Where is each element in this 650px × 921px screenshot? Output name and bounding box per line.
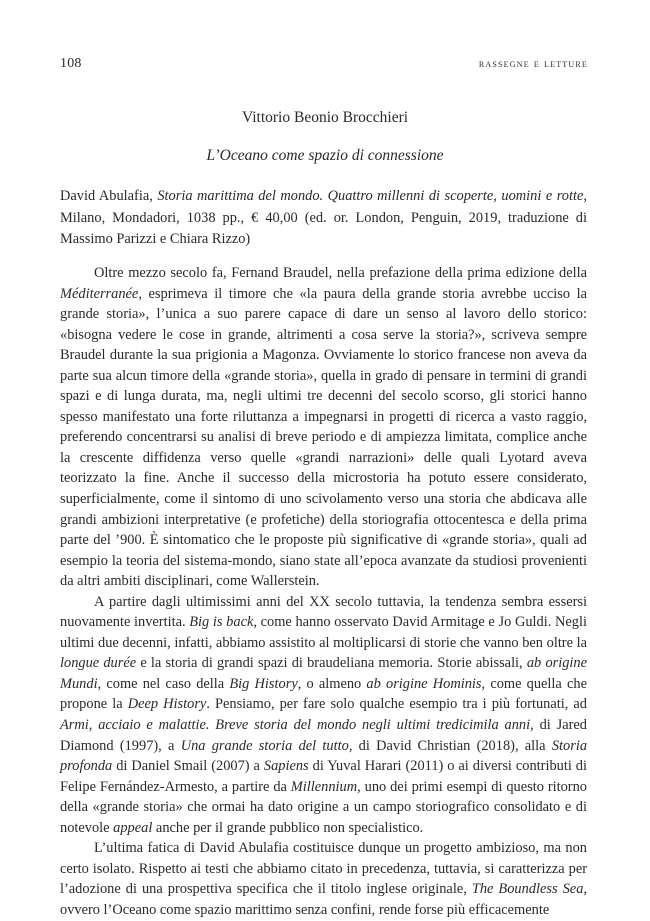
text: e la storia di grandi spazi di braudeliana memoria. Storie abissali, bbox=[136, 655, 527, 672]
text: di Daniel Smail (2007) a bbox=[112, 758, 264, 775]
italic-text: Armi, acciaio e malattie. Breve storia del mondo negli ultimi tredicimila anni, bbox=[60, 717, 534, 734]
italic-text: ab origine Mundi bbox=[60, 655, 588, 692]
text: uno dei primi esempi di questo ritorno della «grande storia» che ormai ha dato origine a un campo storiografico consolidato e di notevole bbox=[60, 778, 587, 836]
paragraph-2 bbox=[60, 592, 587, 839]
italic-text: Una grande storia del tutto, bbox=[180, 737, 353, 754]
reference-book-title: Storia marittima del mondo. Quattro millenni di scoperte, uomini e rotte bbox=[157, 188, 584, 204]
running-head: rassegne e letture bbox=[478, 58, 588, 70]
text: , come hanno osservato David Armitage e Jo Guldi. Negli ultimi due decenni, infatti, abbiamo assistito al moltiplicarsi di storie che vanno ben oltre la bbox=[60, 614, 587, 651]
italic-text: Big History bbox=[229, 675, 298, 692]
text: , come nel caso della bbox=[97, 675, 230, 692]
italic-text: ab origine Hominis bbox=[366, 675, 482, 692]
article-body bbox=[60, 263, 587, 921]
italic-text: Méditerranée bbox=[60, 285, 139, 302]
reference-text: David Abulafia, bbox=[60, 188, 158, 204]
article-title: L’Oceano come spazio di connessione bbox=[206, 147, 444, 164]
italic-text: Millennium, bbox=[290, 778, 361, 795]
text: Oltre mezzo secolo fa, Fernand Braudel, nella prefazione della prima edizione della bbox=[94, 265, 587, 281]
text: . Pensiamo, per fare solo qualche esempio tra i più fortunati, ad bbox=[206, 696, 587, 713]
italic-text: Deep History bbox=[127, 696, 207, 713]
text: , esprimeva il timore che «la paura della grande storia avrebbe ucciso la grande storia», l’unica a suo parere capace di dare un senso al lavoro dello storico: «bisogna vedere le cose in grande, altrimenti a cosa serve la storia?», scriveva sempre Braudel durante la sua prigionia a Magonza. Ovviamente lo storico francese non aveva da parte sua alcun timore della «grande storia», quella in grado di pensare in termini di grandi spazi e di lunga durata, ma, negli ultimi tre decenni del secolo scorso, gli storici hanno spesso manifestato una forte riluttanza a impegnarsi in progetti di ricerca a vasto raggio, preferendo concentrarsi su analisi di breve periodo e di ampiezza limitata, complice anche la crescente diffidenza verso quelle «grandi narrazioni» delle quali Lyotard aveva teorizzato la fine. Anche il successo della microstoria ha potuto essere considerato, superficialmente, come il sintomo di uno scivolamento verso una storia che abdicava alle grandi ambizioni interpretative (e profetiche) della storiografia ottocentesca e della prima parte del ’900. È sintomatico che le proposte più significative di «grande storia», quali ad esempio la teoria del sistema-mondo, siano state all’epoca avanzate da studiosi provenienti da altri ambiti disciplinari, come Wallerstein. bbox=[60, 285, 587, 590]
paragraph-3 bbox=[60, 838, 587, 920]
text: anche per il grande pubblico non specialistico. bbox=[152, 819, 424, 836]
italic-text: appeal bbox=[113, 819, 153, 836]
paragraph-1 bbox=[60, 263, 587, 592]
book-reference bbox=[60, 186, 587, 251]
text: , come quella che propone la bbox=[60, 675, 587, 713]
text: A partire dagli ultimissimi anni del XX secolo tuttavia, la tendenza sembra essersi nuovamente invertita. bbox=[60, 593, 587, 631]
italic-text: longue durée bbox=[60, 655, 137, 672]
text: di Yuval Harari (2011) o ai diversi contributi di Felipe Fernández-Armesto, a partire da bbox=[60, 758, 587, 795]
page-number: 108 bbox=[60, 56, 82, 71]
italic-text: Big is back bbox=[189, 614, 254, 631]
article-author: Vittorio Beonio Brocchieri bbox=[241, 109, 409, 126]
text: ovvero l’Oceano come spazio marittimo senza confini, rende forse più efficacemente bbox=[60, 901, 550, 918]
text: , o almeno bbox=[297, 675, 367, 692]
text: di David Christian (2018), alla bbox=[352, 737, 552, 754]
italic-text: Storia profonda bbox=[60, 737, 588, 775]
text: L’ultima fatica di David Abulafia costituisce dunque un progetto ambizioso, ma non certo isolato. Rispetto ai testi che abbiamo citato in precedenza, tuttavia, si caratterizza per l’adozione di una prospettiva specifica che il titolo inglese originale, bbox=[60, 840, 587, 898]
italic-text: The Boundless Sea, bbox=[471, 881, 587, 898]
italic-text: Sapiens bbox=[263, 758, 309, 775]
reference-text: , Milano, Mondadori, 1038 pp., € 40,00 (ed. or. London, Penguin, 2019, traduzione di Massimo Parizzi e Chiara Rizzo) bbox=[60, 188, 587, 247]
text: di Jared Diamond (1997), a bbox=[60, 717, 587, 754]
